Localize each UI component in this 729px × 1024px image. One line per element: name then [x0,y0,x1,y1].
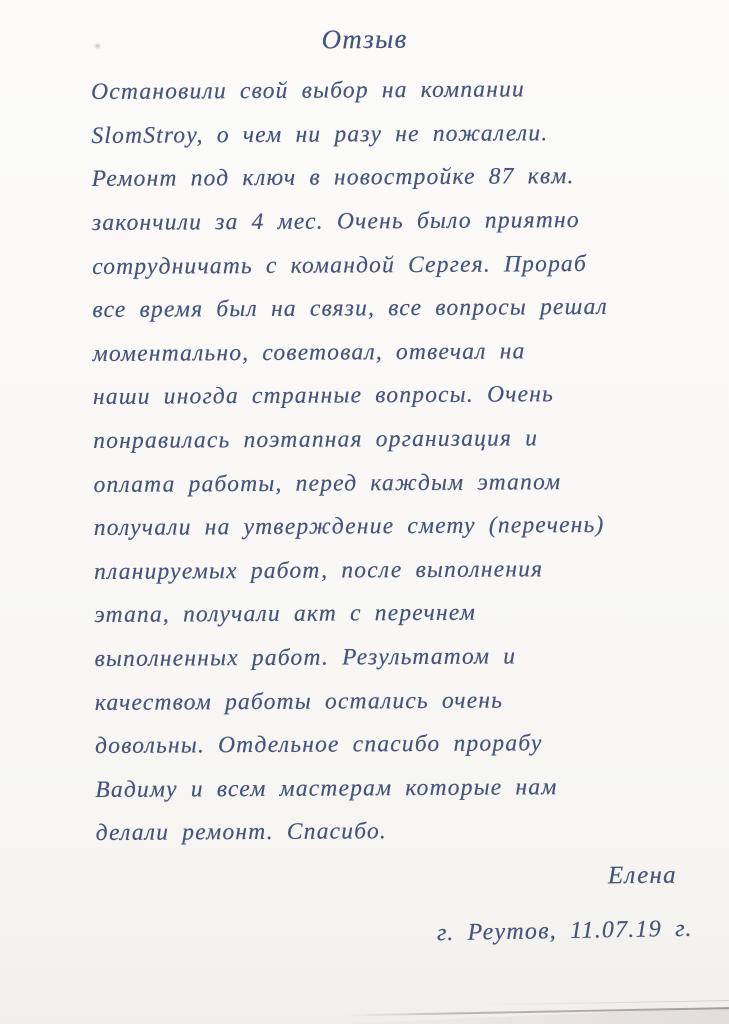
handwritten-line: качеством работы остались очень [94,687,504,716]
handwritten-line: этапа, получали акт с перечнем [94,600,477,629]
handwritten-line: делали ремонт. Спасибо. [95,818,388,847]
handwritten-line: планируемых работ, после выполнения [93,556,544,585]
handwritten-line: сотрудничать с командой Сергея. Прораб [92,250,588,280]
handwritten-line: оплата работы, перед каждым этапом [93,468,562,498]
document-title: Отзыв [321,23,408,55]
handwritten-line: закончили за 4 мес. Очень было приятно [91,207,580,237]
signature-place-date: г. Реутов, 11.07.19 г. [437,915,694,947]
handwritten-line: Остановили свой выбор на компании [91,76,526,106]
handwritten-line: SlomStroy, о чем ни разу не пожалели. [91,120,549,149]
handwritten-line: все время был на связи, все вопросы решал [92,294,609,324]
signature-name: Елена [608,861,678,890]
handwritten-line: моментально, советовал, отвечал на [92,338,526,367]
paper-edge-shadow [470,1000,729,1006]
review-body [91,67,686,855]
handwritten-line: наши иногда странные вопросы. Очень [92,381,555,411]
handwritten-line: Вадиму и всем мастерам которые нам [95,773,558,803]
handwritten-line: Ремонт под ключ в новостройке 87 квм. [91,163,575,193]
handwritten-line: получали на утверждение смету (перечень) [93,512,605,542]
handwritten-line: довольны. Отдельное спасибо прорабу [95,730,543,760]
handwritten-line: понравилась поэтапная организация и [93,425,539,455]
handwritten-line: выполненных работ. Результатом и [94,643,517,673]
